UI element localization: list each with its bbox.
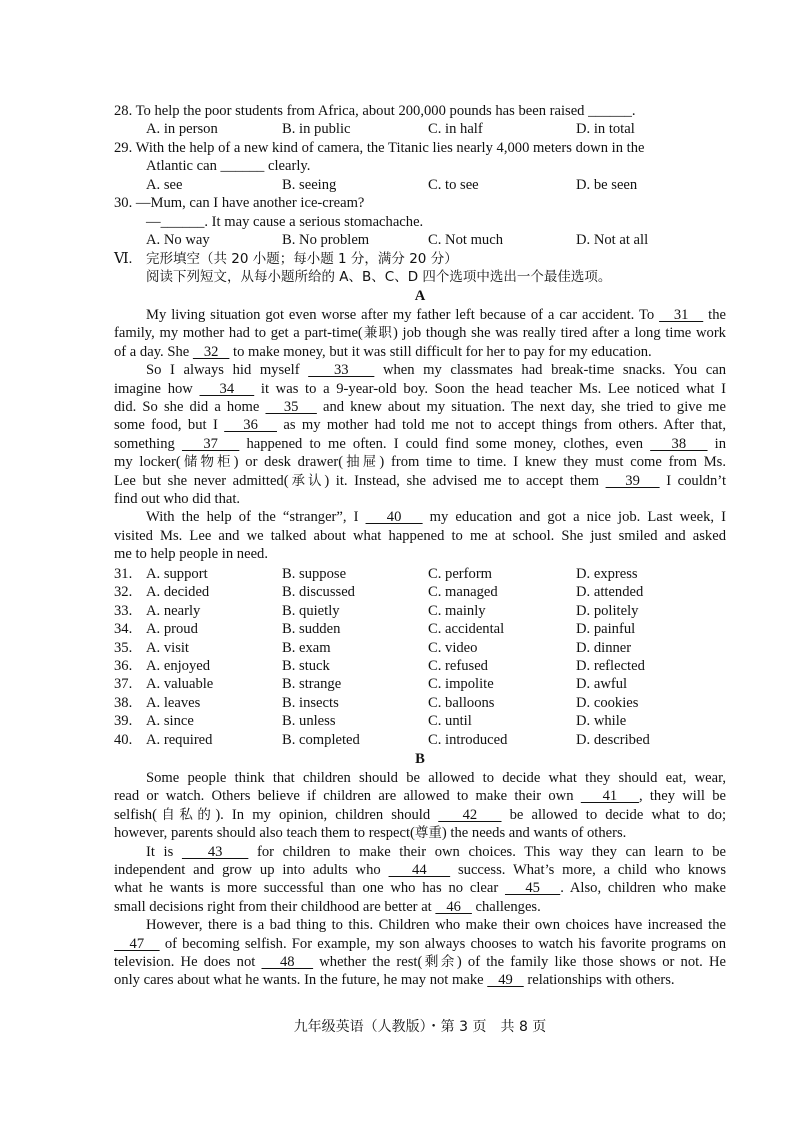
question-number: 32. — [114, 584, 133, 601]
option-d: D. be seen — [576, 177, 638, 193]
question-28-stem: 28. To help the poor students from Africa, about 200,000 pounds has been raised ______. — [114, 103, 636, 119]
question-number: 33. — [114, 602, 133, 619]
passage-b-line: 47 of becoming selfish. For example, my son always chooses to watch his favorite programs on — [114, 935, 727, 952]
option-row — [114, 657, 734, 675]
option-text: A. since — [146, 713, 194, 730]
passage-a-line: find out who did that. — [114, 491, 241, 507]
option-d: D. Not at all — [576, 232, 649, 248]
option-text: D. reflected — [576, 658, 645, 674]
option-text: C. mainly — [428, 602, 486, 619]
option-text: D. described — [576, 731, 650, 748]
option-row — [114, 675, 734, 693]
passage-a-line: Lee but she never admitted(承认) it. Instead, she advised me to accept them 39 I couldn’t — [114, 472, 726, 489]
option-text: B. exam — [282, 639, 331, 656]
passage-a-line: of a day. She 32 to make money, but it was still difficult for her to pay for my education. — [114, 343, 652, 360]
passage-a-line: imagine how 34 it was to a 9-year-old boy. Soon the head teacher Ms. Lee noticed what I — [114, 380, 726, 397]
passage-b-label: B — [415, 751, 425, 767]
option-text: A. enjoyed — [146, 658, 211, 674]
question-number: 40. — [114, 731, 133, 748]
option-text: A. proud — [146, 621, 198, 638]
question-number: 39. — [114, 713, 133, 730]
passage-b-line: however, parents should also teach them to respect(尊重) the needs and wants of others. — [114, 825, 627, 842]
passage-b-line: It is 43 for children to make their own choices. This way they can learn to be — [146, 843, 726, 860]
option-text: B. quietly — [282, 602, 340, 619]
passage-b-line: selfish(自私的). In my opinion, children should 42 be allowed to decide what to do; — [114, 806, 727, 823]
passage-a-line: With the help of the “stranger”, I 40 my education and got a nice job. Last week, I — [146, 509, 726, 526]
option-text: C. refused — [428, 658, 488, 674]
option-b: B. No problem — [282, 232, 370, 248]
option-text: B. completed — [282, 731, 360, 748]
option-row — [114, 565, 734, 583]
question-number: 37. — [114, 676, 133, 693]
option-text: B. sudden — [282, 621, 341, 638]
option-row — [114, 712, 734, 730]
option-text: B. stuck — [282, 658, 330, 674]
question-number: 35. — [114, 639, 133, 656]
option-text: A. visit — [146, 639, 189, 656]
question-number: 36. — [114, 658, 133, 674]
passage-b-line: Some people think that children should be allowed to decide what they should eat, wear, — [146, 770, 726, 786]
passage-a-line: my locker(储物柜) or desk drawer(抽屉) from time to time. I knew they must come from Ms. — [114, 454, 727, 471]
passage-b-line: only cares about what he wants. In the future, he may not make 49 relationships with others. — [114, 972, 675, 989]
option-a: A. No way — [146, 232, 210, 248]
passage-a-line: My living situation got even worse after my father left because of a car accident. To 31 the — [146, 307, 726, 323]
option-text: C. until — [428, 713, 472, 730]
passage-a-label: A — [414, 288, 426, 304]
passage-b-line: television. He does not 48 whether the rest(剩余) of the family like those shows or not. He — [114, 954, 726, 970]
option-row — [114, 731, 734, 749]
option-text: B. strange — [282, 676, 342, 693]
passage-b-line: independent and grow up into adults who 44 success. What’s more, a child who knows — [114, 862, 727, 878]
passage-a-line: some food, but I 36 as my mother had told me not to accept things from others. After that, — [114, 417, 726, 434]
option-text: C. impolite — [428, 676, 494, 693]
section-instruction: 阅读下列短文，从每小题所给的 A、B、C、D 四个选项中选出一个最佳选项。 — [146, 269, 612, 285]
question-number: 34. — [114, 621, 133, 638]
option-text: B. unless — [282, 713, 336, 730]
option-text: B. discussed — [282, 584, 355, 601]
option-d: D. in total — [576, 121, 635, 137]
passage-a-line: me to help people in need. — [114, 546, 268, 563]
option-text: D. while — [576, 713, 627, 730]
option-b: B. seeing — [282, 177, 337, 193]
option-text: D. express — [576, 566, 638, 582]
option-row — [114, 583, 734, 601]
passage-a-line: family, my mother had to get a part-time(兼职) job though she was really tired after a long time work — [114, 325, 726, 342]
page-footer: 九年级英语（人教版）・第 3 页 共 8 页 — [293, 1019, 547, 1035]
option-text: A. support — [146, 566, 208, 582]
option-text: A. required — [146, 731, 213, 748]
question-28-options — [114, 120, 734, 138]
option-text: D. awful — [576, 676, 628, 693]
question-29-stem: 29. With the help of a new kind of camera, the Titanic lies nearly 4,000 meters down in the — [114, 140, 645, 156]
option-c: C. to see — [428, 177, 479, 193]
passage-b-line: what he wants is more successful than one who has no clear 45 . Also, children who make — [114, 880, 726, 897]
question-29-options — [114, 176, 734, 194]
passage-b-line: small decisions right from their childhood are better at 46 challenges. — [114, 898, 541, 915]
question-29-stem-cont: Atlantic can ______ clearly. — [146, 158, 311, 174]
option-text: C. introduced — [428, 731, 508, 748]
passage-b-line: read or watch. Others believe if children are allowed to make their own 41 , they will be — [114, 788, 727, 805]
option-b: B. in public — [282, 121, 351, 137]
passage-a-line: did. So she did a home 35 and knew about my situation. The next day, she tried to give me — [114, 399, 727, 415]
question-30-stem: 30. —Mum, can I have another ice-cream? — [114, 195, 365, 211]
passage-a-line: So I always hid myself 33 when my classmates had break-time snacks. You can — [146, 362, 726, 379]
option-row — [114, 620, 734, 638]
option-text: A. decided — [146, 584, 210, 601]
option-text: A. nearly — [146, 602, 201, 619]
option-text: C. accidental — [428, 621, 505, 638]
passage-a-line: visited Ms. Lee and we talked about what happened to me at school. She just smiled and asked — [114, 527, 726, 544]
option-a: A. see — [146, 177, 183, 193]
option-text: C. managed — [428, 584, 498, 601]
option-row — [114, 694, 734, 712]
option-c: C. in half — [428, 121, 483, 137]
option-text: B. insects — [282, 694, 339, 711]
option-text: C. video — [428, 639, 478, 656]
option-text: D. dinner — [576, 639, 632, 656]
passage-b-line: However, there is a bad thing to this. Children who make their own choices have increased the — [146, 917, 726, 934]
option-a: A. in person — [146, 121, 218, 137]
option-text: C. perform — [428, 566, 493, 582]
passage-a-line: something 37 happened to me often. I could find some money, clothes, even 38 in — [114, 435, 727, 452]
section-title: 完形填空（共 20 小题；每小题 1 分，满分 20 分） — [146, 251, 458, 267]
question-30-stem-cont: —______. It may cause a serious stomachache. — [146, 214, 424, 230]
option-c: C. Not much — [428, 232, 503, 248]
option-text: D. politely — [576, 602, 639, 619]
question-30-options — [114, 231, 734, 249]
option-text: D. attended — [576, 584, 644, 601]
option-text: C. balloons — [428, 694, 495, 711]
option-text: A. leaves — [146, 694, 201, 711]
option-row — [114, 639, 734, 657]
option-row — [114, 602, 734, 620]
question-number: 38. — [114, 694, 133, 711]
option-text: D. painful — [576, 621, 636, 638]
option-text: D. cookies — [576, 694, 639, 711]
question-number: 31. — [114, 566, 133, 582]
section-number: Ⅵ. — [114, 251, 133, 267]
option-text: A. valuable — [146, 676, 214, 693]
option-text: B. suppose — [282, 566, 347, 582]
